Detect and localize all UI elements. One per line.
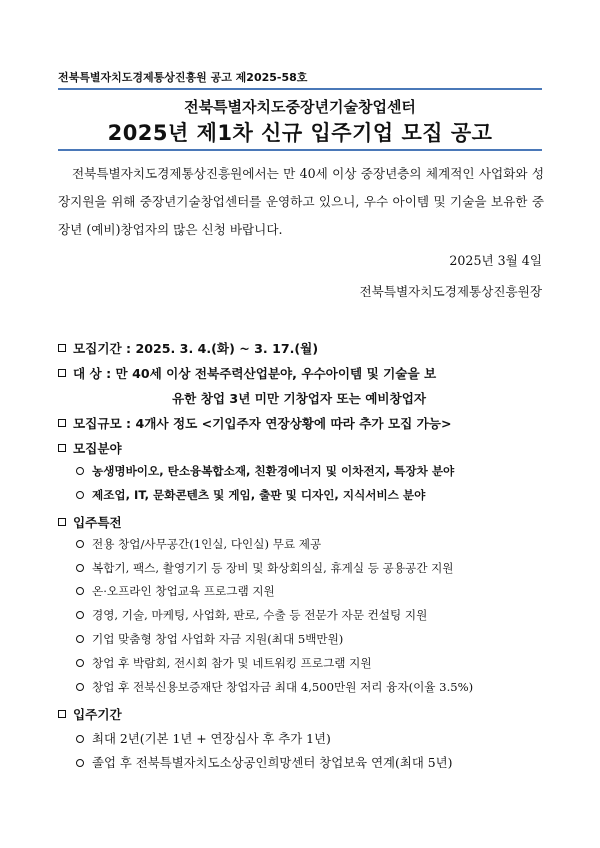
circle-bullet-icon: [76, 491, 84, 499]
announcement-date: 2025년 3월 4일: [449, 253, 542, 268]
duration-item: 졸업 후 전북특별자치도소상공인희망센터 창업보육 연계(최대 5년): [76, 753, 452, 771]
field-item: 제조업, IT, 문화콘텐츠 및 게임, 출판 및 디자인, 지식서비스 분야: [76, 487, 425, 503]
field-item: 농생명바이오, 탄소융복합소재, 친환경에너지 및 이차전지, 특장차 분야: [76, 463, 454, 479]
section-duration: [58, 704, 548, 723]
target-continuation: 유한 창업 3년 미만 기창업자 또는 예비창업자: [172, 391, 427, 406]
fields-heading: 모집분야: [73, 441, 122, 456]
circle-bullet-icon: [76, 540, 84, 548]
section-benefits: [58, 512, 548, 531]
square-bullet-icon: [58, 518, 66, 526]
section-scale: [58, 413, 548, 432]
circle-bullet-icon: [76, 564, 84, 572]
center-name: 전북특별자치도중장년기술창업센터: [184, 98, 416, 116]
scale-text: 모집규모 : 4개사 정도 <기입주자 연장상황에 따라 추가 모집 가능>: [73, 416, 452, 431]
duration-heading: 입주기간: [73, 707, 122, 722]
notice-number: 전북특별자치도경제통상진흥원 공고 제2025-58호: [58, 71, 308, 84]
circle-bullet-icon: [76, 611, 84, 619]
benefit-item: 창업 후 전북신용보증재단 창업자금 최대 4,500만원 저리 융자(이율 3.5%): [76, 679, 473, 695]
benefit-item: 창업 후 박람회, 전시회 참가 및 네트워킹 프로그램 지원: [76, 655, 372, 671]
duration-item: 최대 2년(기본 1년 + 연장심사 후 추가 1년): [76, 729, 331, 747]
intro-paragraph: 전북특별자치도경제통상진흥원에서는 만 40세 이상 중장년층의 체계적인 사업화와 성장지원을 위해 중장년기술창업센터를 운영하고 있으니, 우수 아이템 및 기술을 보유한 중장년 (예비)창업자의 많은 신청 바랍니다.: [58, 166, 544, 237]
announcement-title: 2025년 제1차 신규 입주기업 모집 공고: [107, 121, 493, 145]
section-target: [58, 363, 548, 382]
benefit-item: 경영, 기술, 마케팅, 사업화, 판로, 수출 등 전문가 자문 컨설팅 지원: [76, 607, 427, 623]
circle-bullet-icon: [76, 587, 84, 595]
circle-bullet-icon: [76, 683, 84, 691]
square-bullet-icon: [58, 344, 66, 352]
circle-bullet-icon: [76, 635, 84, 643]
benefit-item: 복합기, 팩스, 촬영기기 등 장비 및 화상회의실, 휴게실 등 공용공간 지원: [76, 560, 454, 576]
benefit-item: 전용 창업/사무공간(1인실, 다인실) 무료 제공: [76, 536, 321, 552]
section-fields: [58, 438, 548, 457]
square-bullet-icon: [58, 419, 66, 427]
square-bullet-icon: [58, 710, 66, 718]
issuing-organization: 전북특별자치도경제통상진흥원장: [359, 284, 542, 299]
circle-bullet-icon: [76, 659, 84, 667]
title-top-rule: [58, 88, 542, 90]
square-bullet-icon: [58, 444, 66, 452]
benefit-item: 온·오프라인 창업교육 프로그램 지원: [76, 583, 275, 599]
circle-bullet-icon: [76, 759, 84, 767]
section-period: [58, 338, 548, 357]
benefit-item: 기업 맞춤형 창업 사업화 자금 지원(최대 5백만원): [76, 631, 343, 647]
target-text: 대 상 : 만 40세 이상 전북주력산업분야, 우수아이템 및 기술을 보: [73, 366, 437, 381]
circle-bullet-icon: [76, 467, 84, 475]
period-text: 모집기간 : 2025. 3. 4.(화) ~ 3. 17.(월): [73, 341, 319, 356]
title-bottom-rule: [58, 149, 542, 151]
circle-bullet-icon: [76, 735, 84, 743]
benefits-heading: 입주특전: [73, 515, 122, 530]
square-bullet-icon: [58, 369, 66, 377]
